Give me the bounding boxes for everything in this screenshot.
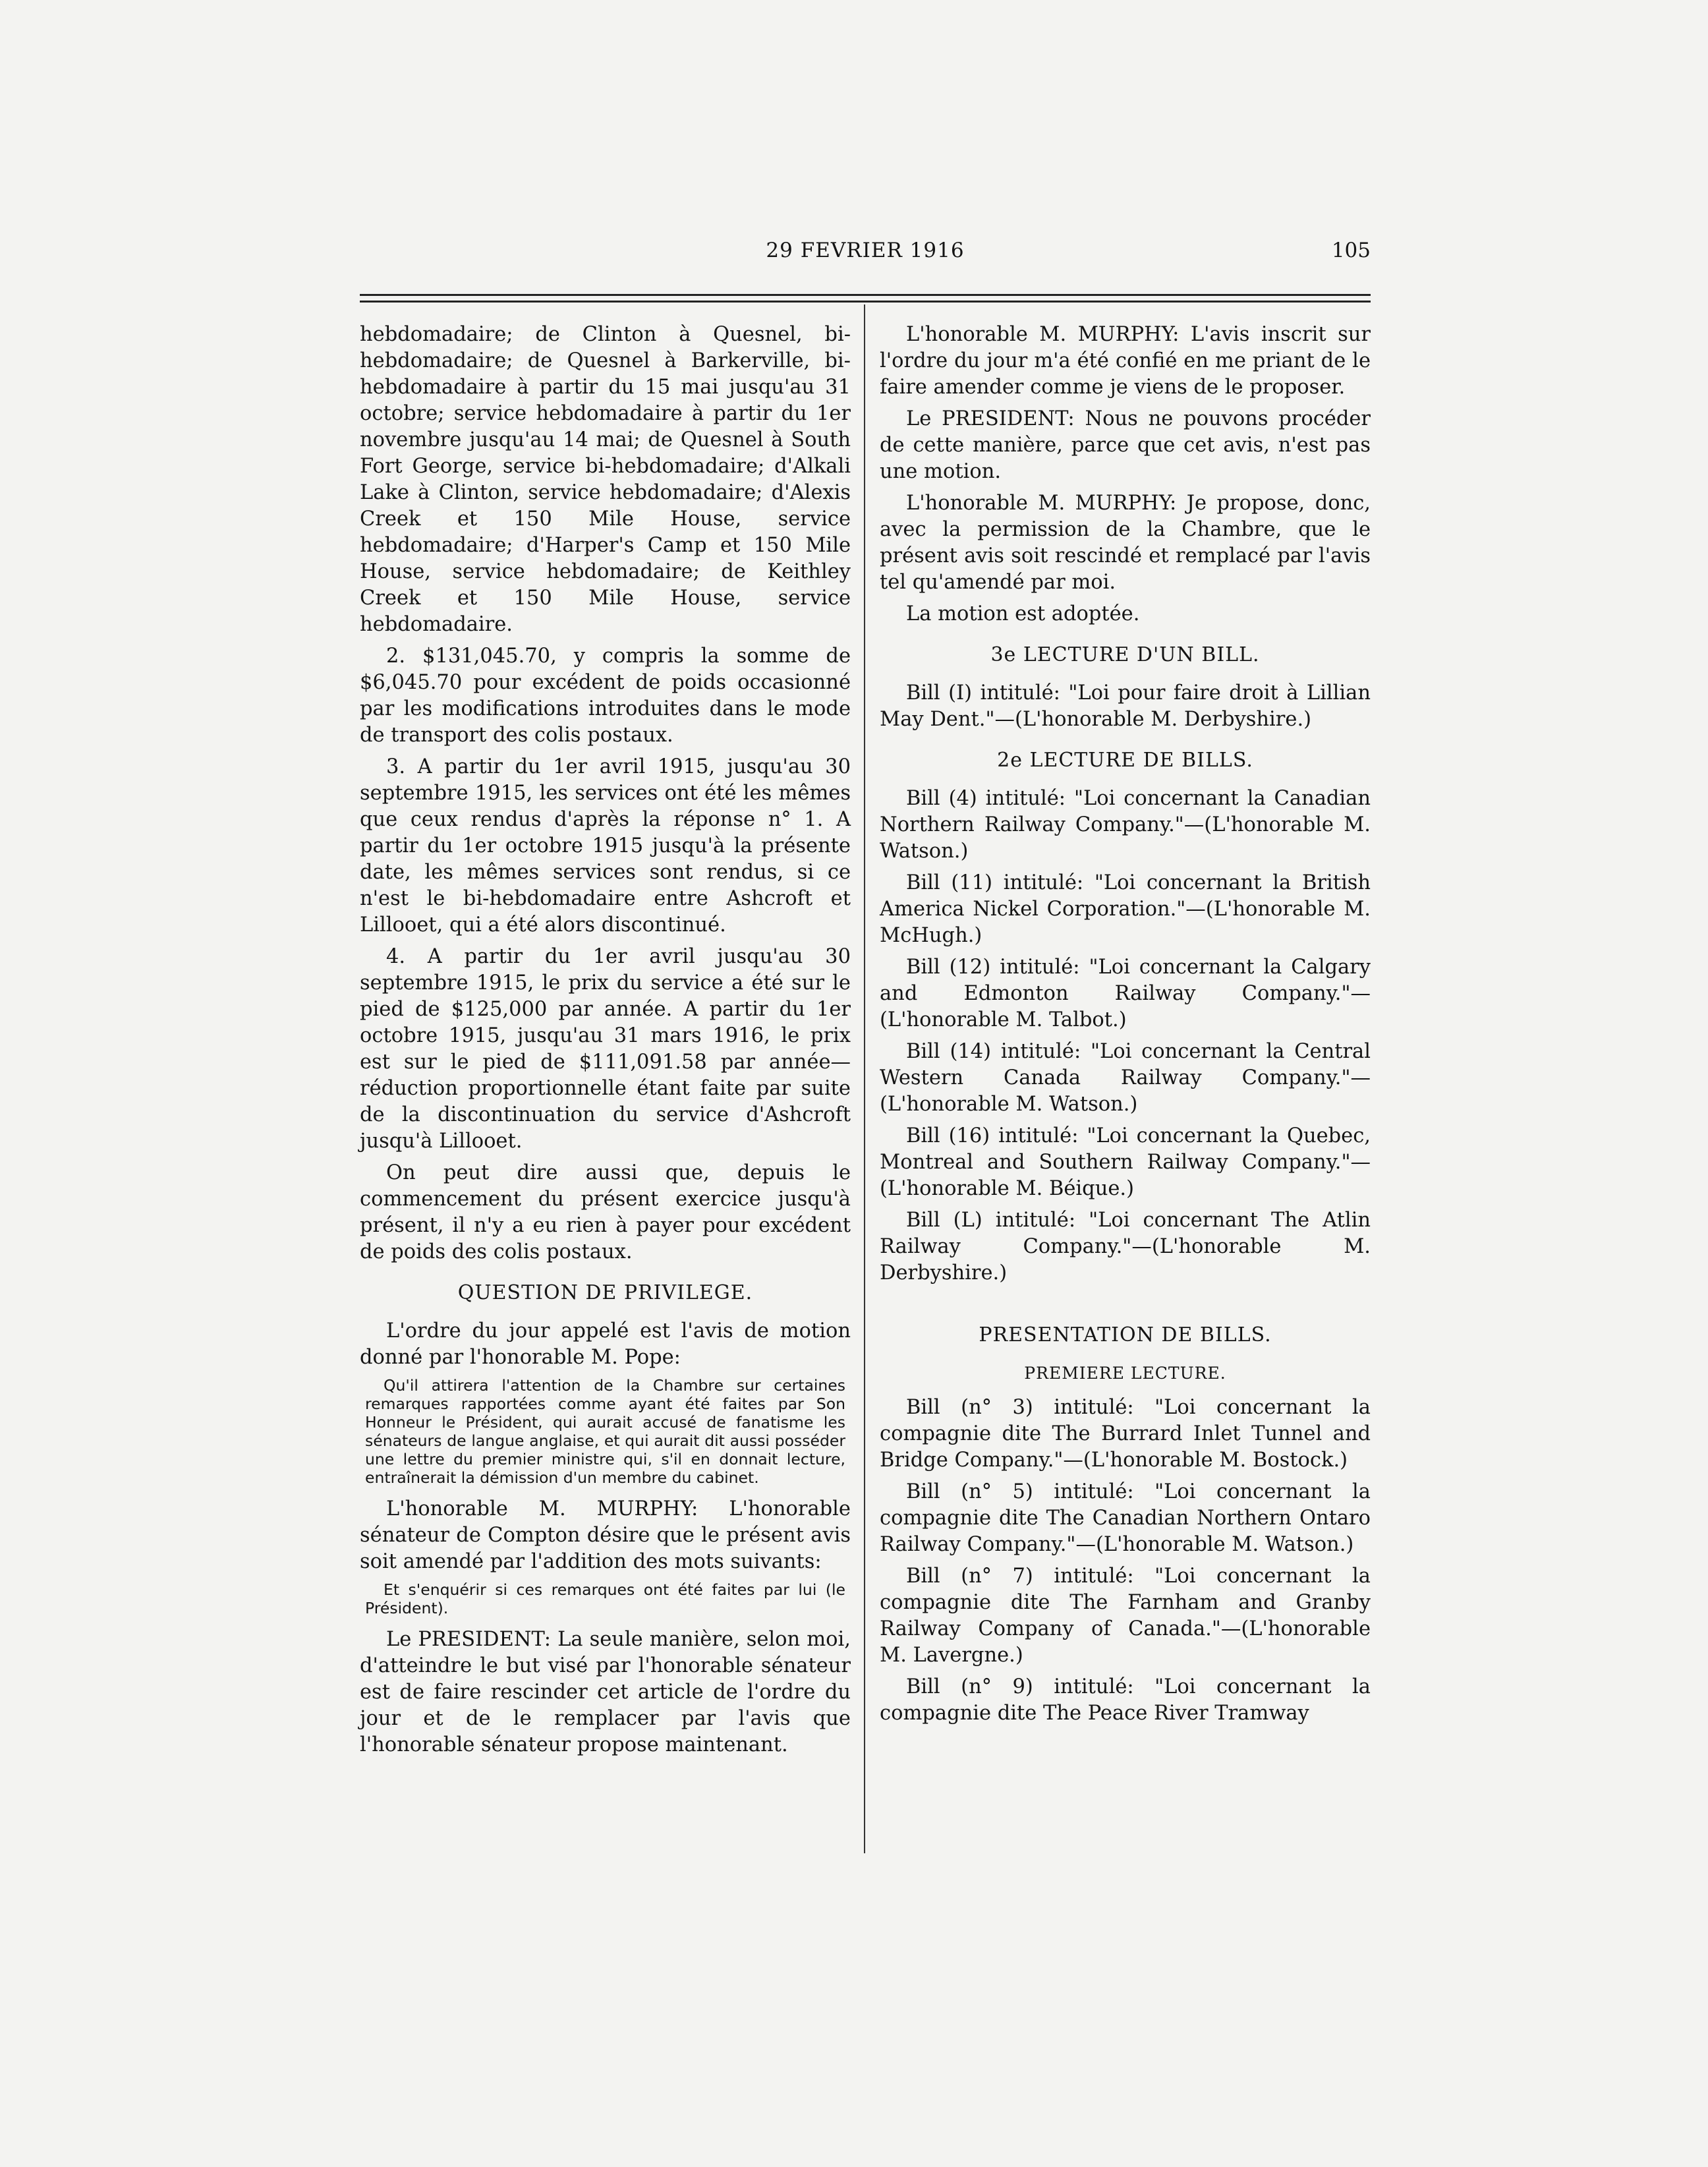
paragraph: Bill (I) intitulé: "Loi pour faire droit à Lillian May Dent."—(L'honorable M. Derbyshire.) [880, 681, 1371, 731]
paragraph: Le PRESIDENT: Nous ne pouvons procéder de cette manière, parce que cet avis, n'est pas une motion. [880, 407, 1371, 483]
paragraph: Bill (n° 9) intitulé: "Loi concernant la compagnie dite The Peace River Tramway [880, 1675, 1371, 1725]
paragraph: Bill (14) intitulé: "Loi concernant la Central Western Canada Railway Company."—(L'honorable M. Watson.) [880, 1040, 1371, 1116]
section-heading: 2e LECTURE DE BILLS. [997, 749, 1253, 772]
rule-bottom [360, 301, 1371, 303]
sub-heading: PREMIERE LECTURE. [1024, 1364, 1226, 1383]
paragraph: Bill (4) intitulé: "Loi concernant la Canadian Northern Railway Company."—(L'honorable M. Watson.) [880, 787, 1371, 863]
paragraph: hebdomadaire; de Clinton à Quesnel, bi-hebdomadaire; de Quesnel à Barkerville, bi-hebdomadaire à partir du 15 mai jusqu'au 31 octobre; service hebdomadaire à partir du 1er novembre jusqu'au 14 mai; de Quesnel à South Fort George, service bi-hebdomadaire; d'Alkali Lake à Clinton, service hebdomadaire; d'Alexis Creek et 150 Mile House, service hebdomadaire; d'Harper's Camp et 150 Mile House, service hebdomadaire; de Keithley Creek et 150 Mile House, service hebdomadaire. [360, 323, 851, 636]
paragraph: Le PRESIDENT: La seule manière, selon moi, d'atteindre le but visé par l'honorable sénateur est de faire rescinder cet article de l'ordre du jour et de le remplacer par l'avis que l'honorable sénateur propose maintenant. [360, 1628, 851, 1756]
paragraph: La motion est adoptée. [906, 602, 1140, 625]
rule-top [360, 294, 1371, 296]
column-divider [864, 304, 865, 1853]
quoted-motion: Qu'il attirera l'attention de la Chambre sur certaines remarques rapportées comme ayant été faites par Son Honneur le Président, qui aurait accusé de fanatisme les sénateurs de langue anglaise, et qui aurait dit aussi posséder une lettre du premier ministre qui, s'il en donnait lecture, entraînerait la démission d'un membre du cabinet. [365, 1376, 845, 1487]
paragraph: Bill (n° 7) intitulé: "Loi concernant la compagnie dite The Farnham and Granby Railway Company of Canada."—(L'honorable M. Lavergne.) [880, 1565, 1371, 1667]
quoted-amendment: Et s'enquérir si ces remarques ont été faites par lui (le Président). [365, 1580, 845, 1617]
header-double-rule [360, 294, 1371, 304]
paragraph: 4. A partir du 1er avril jusqu'au 30 septembre 1915, le prix du service a été sur le pied de $125,000 par année. A partir du 1er octobre 1915, jusqu'au 31 mars 1916, le prix est sur le pied de $111,091.58 par année—réduction proportionnelle étant faite par suite de la discontinuation du service d'Ashcroft jusqu'à Lillooet. [360, 945, 851, 1153]
paragraph: Bill (n° 5) intitulé: "Loi concernant la compagnie dite The Canadian Northern Ontaro Railway Company."—(L'honorable M. Watson.) [880, 1480, 1371, 1556]
section-heading: 3e LECTURE D'UN BILL. [990, 643, 1260, 666]
paragraph: L'honorable M. MURPHY: L'avis inscrit sur l'ordre du jour m'a été confié en me priant de le faire amender comme je viens de le proposer. [880, 323, 1371, 399]
page-header [360, 239, 1371, 270]
paragraph: 3. A partir du 1er avril 1915, jusqu'au 30 septembre 1915, les services ont été les mêmes que ceux rendus d'après la réponse n° 1. A partir du 1er octobre 1915 jusqu'à la présente date, les mêmes services sont rendus, si ce n'est le bi-hebdomadaire entre Ashcroft et Lillooet, qui a été alors discontinué. [360, 755, 851, 937]
paragraph: Bill (16) intitulé: "Loi concernant la Quebec, Montreal and Southern Railway Company."—(L'honorable M. Béique.) [880, 1124, 1371, 1200]
paragraph: L'ordre du jour appelé est l'avis de motion donné par l'honorable M. Pope: [360, 1319, 851, 1369]
left-column [360, 322, 851, 1764]
spacer [880, 1292, 1371, 1308]
section-heading: QUESTION DE PRIVILEGE. [457, 1281, 753, 1304]
page-date: 29 FEVRIER 1916 [766, 239, 965, 262]
paragraph: Bill (L) intitulé: "Loi concernant The Atlin Railway Company."—(L'honorable M. Derbyshire.) [880, 1209, 1371, 1285]
paragraph: 2. $131,045.70, y compris la somme de $6,045.70 pour excédent de poids occasionné par les modifications introduites dans le mode de transport des colis postaux. [360, 645, 851, 747]
section-heading: PRESENTATION DE BILLS. [979, 1323, 1272, 1346]
paragraph: Bill (12) intitulé: "Loi concernant la Calgary and Edmonton Railway Company."—(L'honorable M. Talbot.) [880, 956, 1371, 1031]
paragraph: On peut dire aussi que, depuis le commencement du présent exercice jusqu'à présent, il n'y a eu rien à payer pour excédent de poids des colis postaux. [360, 1161, 851, 1263]
right-column [880, 322, 1371, 1732]
page-number: 105 [1331, 239, 1371, 262]
paragraph: L'honorable M. MURPHY: L'honorable sénateur de Compton désire que le présent avis soit amendé par l'addition des mots suivants: [360, 1497, 851, 1573]
paragraph: L'honorable M. MURPHY: Je propose, donc, avec la permission de la Chambre, que le présent avis soit rescindé et remplacé par l'avis tel qu'amendé par moi. [880, 492, 1371, 594]
paragraph: Bill (n° 3) intitulé: "Loi concernant la compagnie dite The Burrard Inlet Tunnel and Bridge Company."—(L'honorable M. Bostock.) [880, 1396, 1371, 1472]
paragraph: Bill (11) intitulé: "Loi concernant la British America Nickel Corporation."—(L'honorable M. McHugh.) [880, 871, 1371, 947]
